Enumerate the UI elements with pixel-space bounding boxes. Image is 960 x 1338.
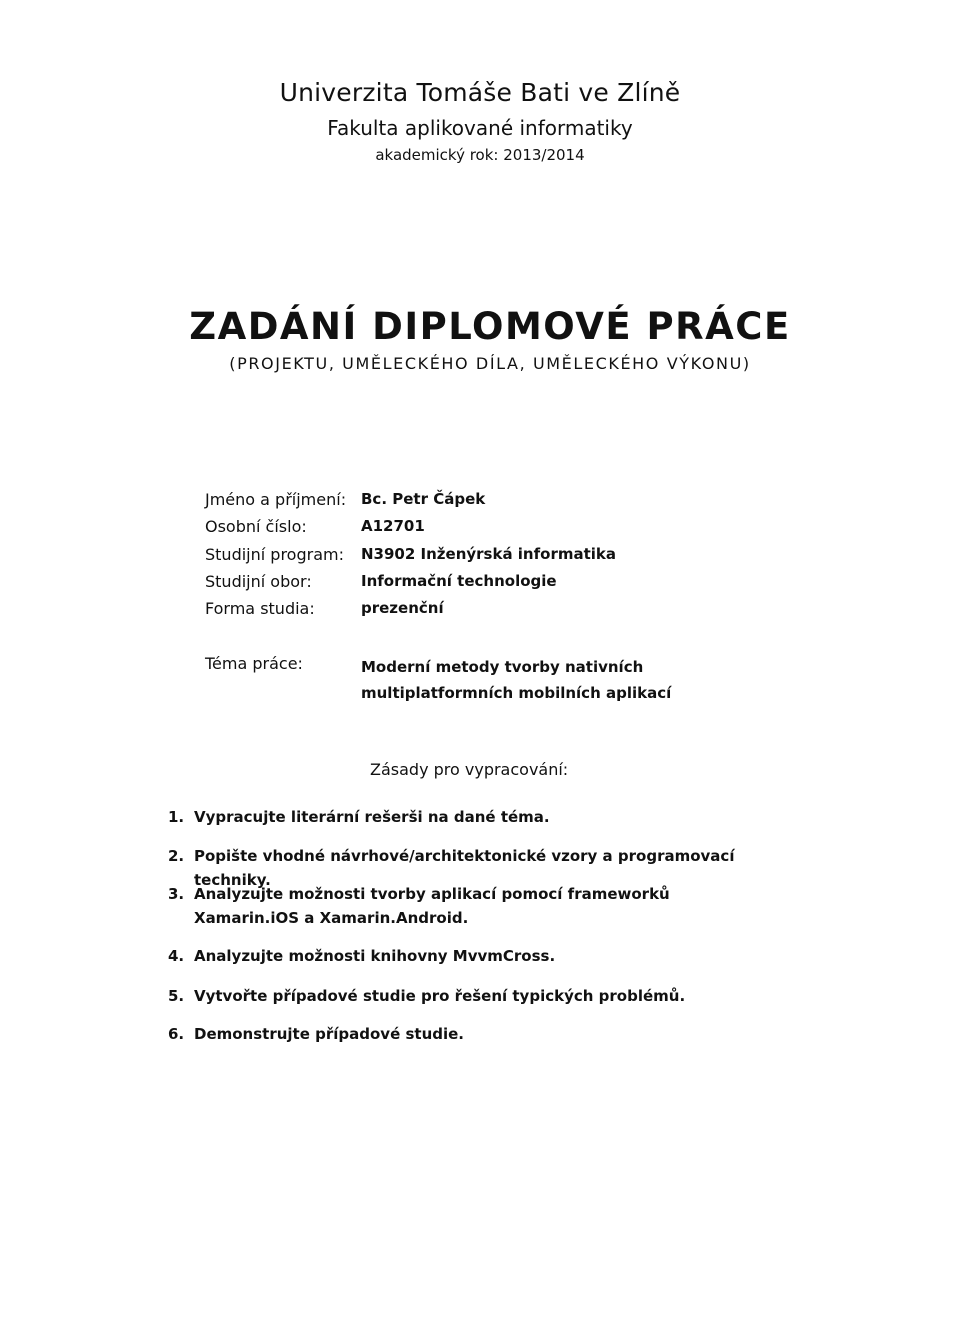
principle-text: Vypracujte literární rešerši na dané téma. [194,808,550,826]
faculty-name: Fakulta aplikované informatiky [327,116,633,140]
field-label-name: Jméno a příjmení: [205,490,347,509]
principle-number: 2. [168,847,185,865]
university-name: Univerzita Tomáše Bati ve Zlíně [279,78,681,107]
field-label-study-program: Studijní program: [205,545,344,564]
topic-label: Téma práce: [205,654,303,673]
field-label-study-field: Studijní obor: [205,572,312,591]
principle-number: 5. [168,987,185,1005]
field-value-study-program: N3902 Inženýrská informatika [361,545,616,563]
principle-text: Vytvořte případové studie pro řešení typických problémů. [194,987,686,1005]
principle-number: 3. [168,885,185,903]
principle-item [168,944,768,968]
principle-text: Popište vhodné návrhové/architektonické vzory a programovací techniky. [194,847,735,889]
field-value-name: Bc. Petr Čápek [361,490,486,508]
academic-year: akademický rok: 2013/2014 [375,146,585,164]
field-value-study-field: Informační technologie [361,572,557,590]
principle-text: Demonstrujte případové studie. [194,1025,464,1043]
field-value-study-form: prezenční [361,599,444,617]
field-label-study-form: Forma studia: [205,599,315,618]
principle-number: 6. [168,1025,185,1043]
principle-number: 1. [168,808,185,826]
principle-text: Analyzujte možnosti knihovny MvvmCross. [194,947,556,965]
principle-text: Analyzujte možnosti tvorby aplikací pomocí frameworků Xamarin.iOS a Xamarin.Android. [194,885,670,927]
principle-item [168,1022,768,1046]
document-title: ZADÁNÍ DIPLOMOVÉ PRÁCE [189,305,791,348]
principles-heading: Zásady pro vypracování: [370,760,569,779]
principle-item [168,805,768,829]
principle-number: 4. [168,947,185,965]
principle-item [168,882,768,930]
document-subtitle: (PROJEKTU, UMĚLECKÉHO DÍLA, UMĚLECKÉHO VÝKONU) [229,354,751,373]
field-value-personal-number: A12701 [361,517,425,535]
topic-value: Moderní metody tvorby nativních multiplatformních mobilních aplikací [361,658,672,702]
principle-item [168,984,768,1008]
field-label-personal-number: Osobní číslo: [205,517,307,536]
